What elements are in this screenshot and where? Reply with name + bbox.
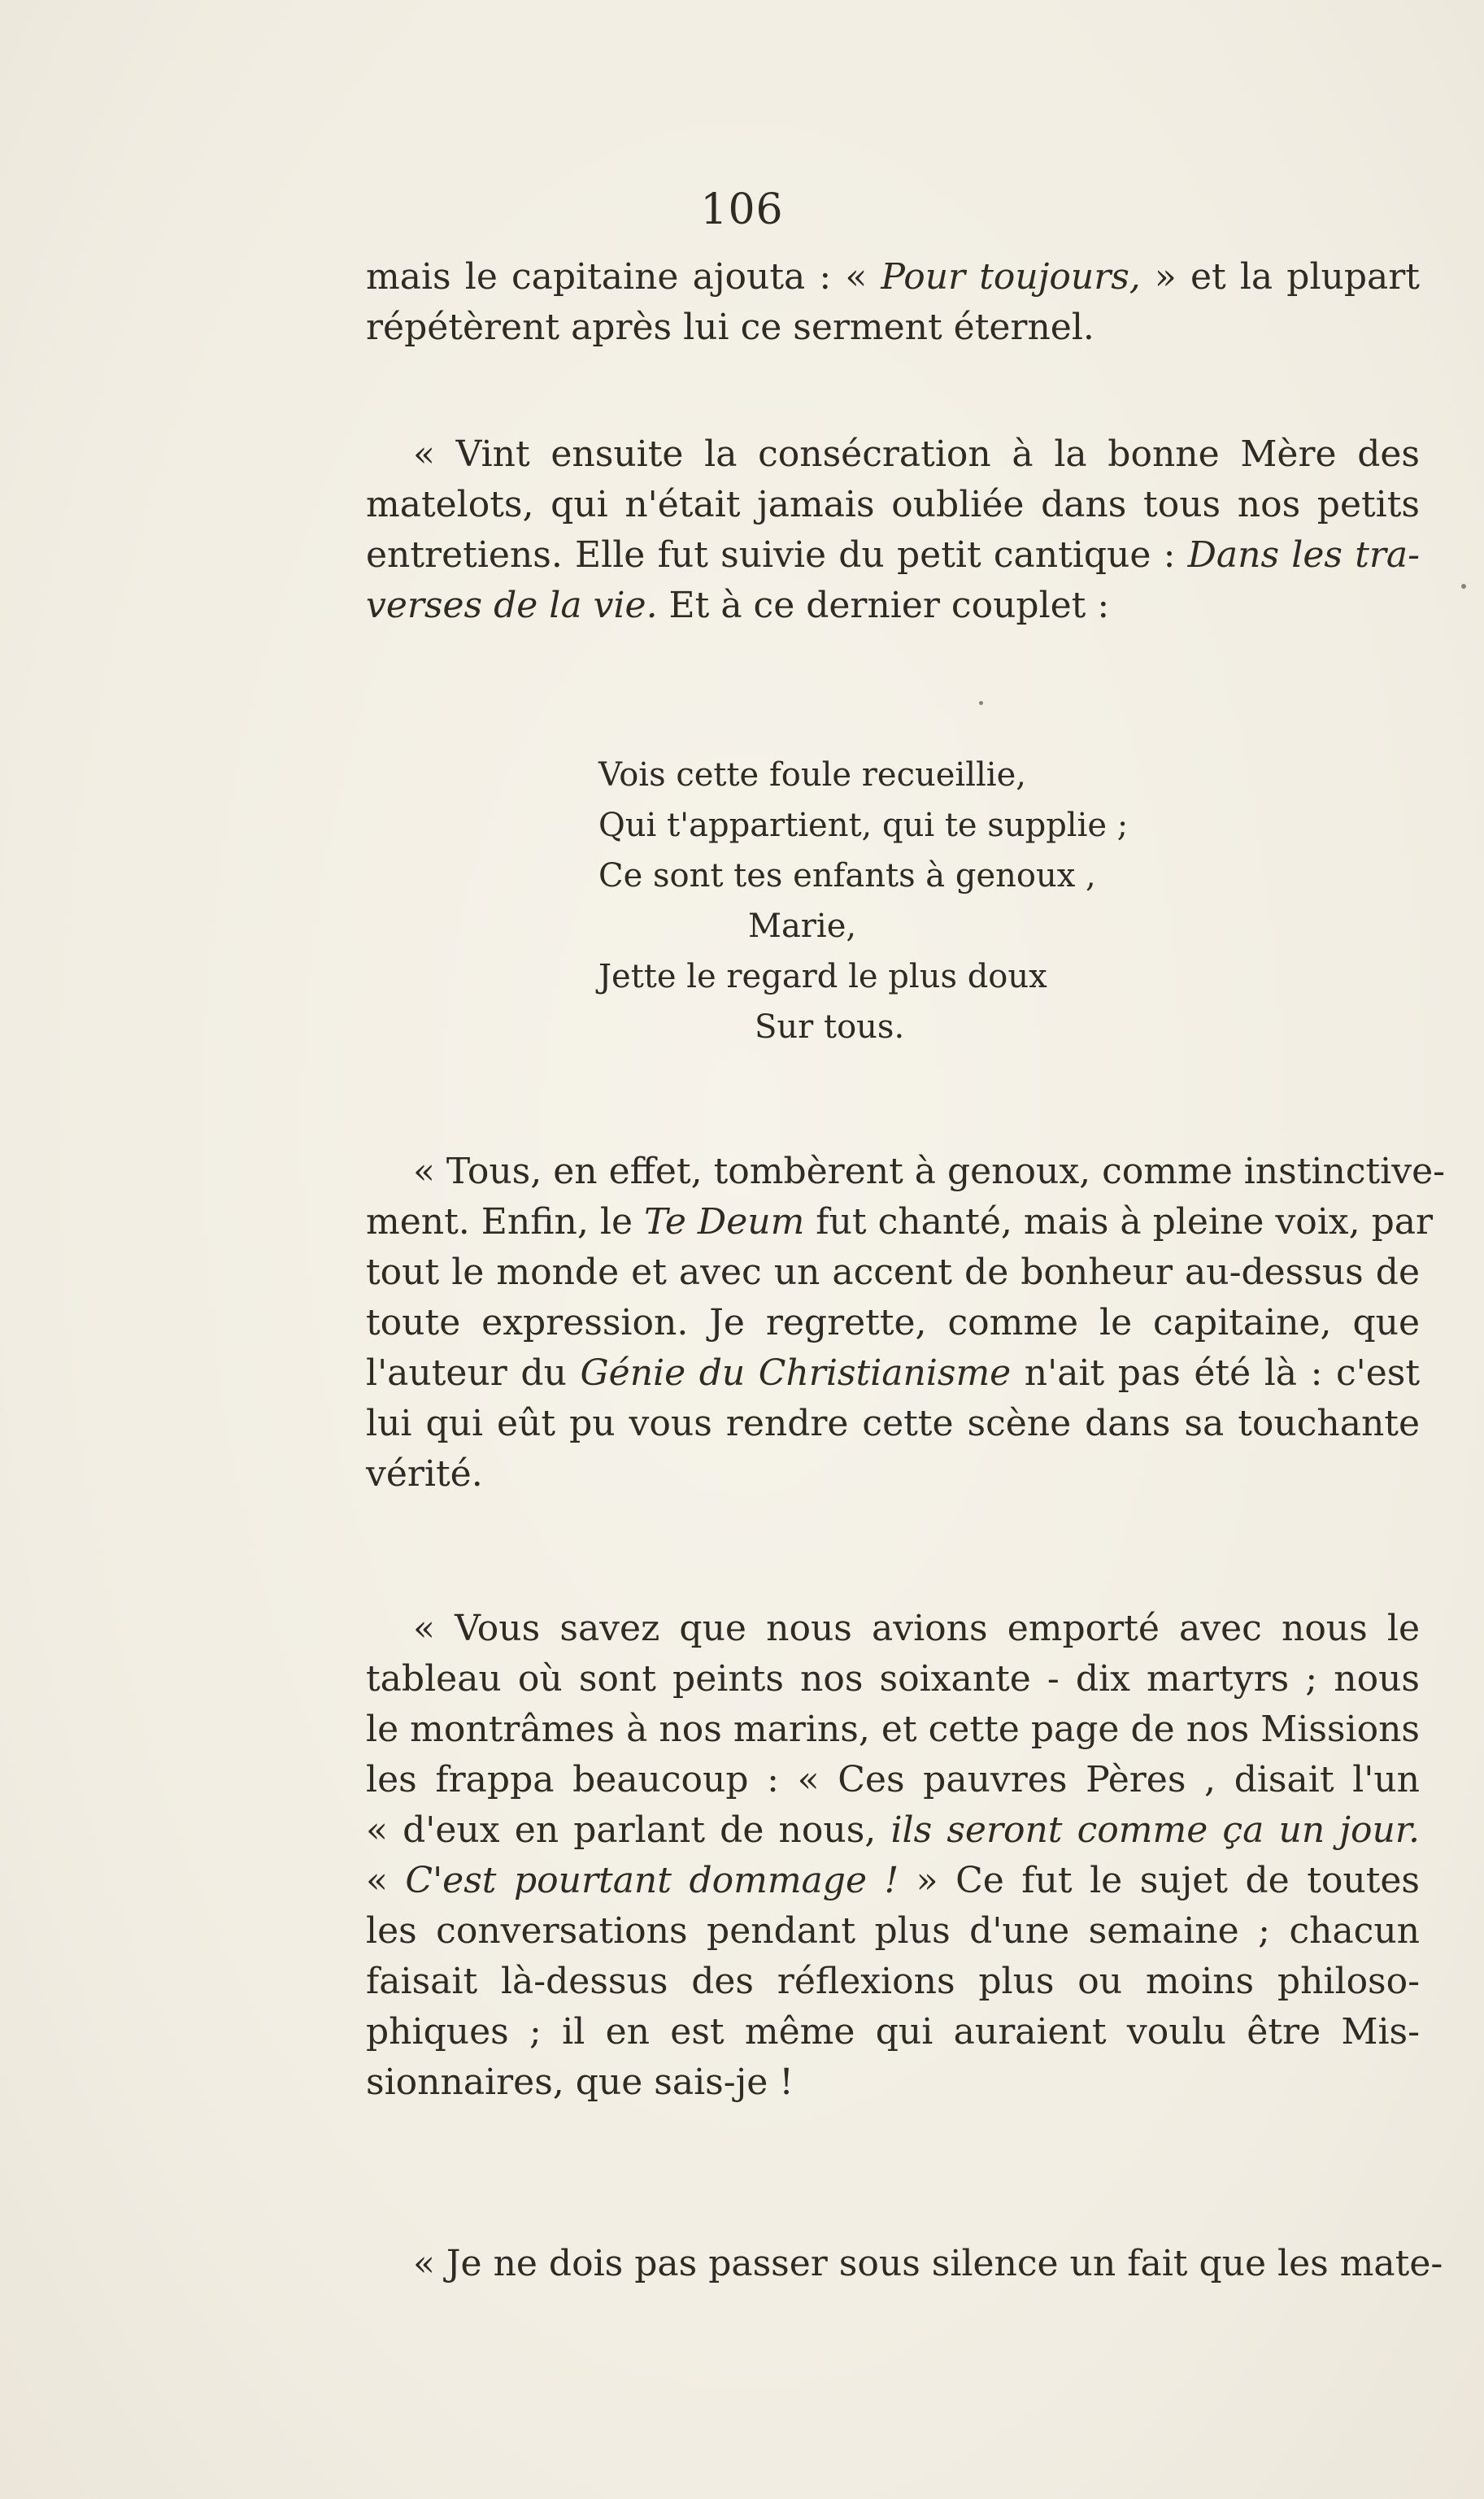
text-line: « Je ne dois pas passer sous silence un fait que les mate- xyxy=(413,2243,1443,2284)
text-line: le montrâmes à nos marins, et cette page de nos Missions xyxy=(366,1709,1420,1750)
paragraph-3 xyxy=(366,1147,1445,1500)
text-line: « C'est pourtant dommage ! » Ce fut le sujet de toutes xyxy=(366,1860,1421,1901)
poem-line: Vois cette foule recueillie, xyxy=(598,756,1026,794)
text-line: tableau où sont peints nos soixante - dix martyrs ; nous xyxy=(366,1658,1420,1700)
poem-line: Marie, xyxy=(748,908,857,945)
text-line: lui qui eût pu vous rendre cette scène dans sa touchante xyxy=(366,1403,1420,1444)
text-line: l'auteur du Génie du Christianisme n'ait pas été là : c'est xyxy=(366,1352,1421,1394)
text-line: ment. Enfin, le Te Deum fut chanté, mais à pleine voix, par xyxy=(366,1201,1433,1243)
text-line: mais le capitaine ajouta : « Pour toujours, » et la plupart xyxy=(366,256,1420,298)
page-number: 106 xyxy=(700,185,784,234)
text-line: « Vous savez que nous avions emporté avec nous le xyxy=(413,1608,1420,1649)
text-line: toute expression. Je regrette, comme le capitaine, que xyxy=(366,1302,1420,1343)
text-line: « Vint ensuite la consécration à la bonne Mère des xyxy=(413,433,1420,475)
paper-speck xyxy=(979,701,983,705)
paragraph-2 xyxy=(366,429,1420,631)
text-line: vérité. xyxy=(366,1453,483,1495)
poem-line: Ce sont tes enfants à genoux , xyxy=(598,857,1096,895)
paper-speck xyxy=(1461,584,1466,589)
text-line: les frappa beaucoup : « Ces pauvres Pères , disait l'un xyxy=(366,1759,1420,1800)
text-line: « d'eux en parlant de nous, ils seront comme ça un jour. xyxy=(366,1809,1420,1851)
poem-line: Sur tous. xyxy=(755,1008,905,1046)
paragraph-5 xyxy=(366,2239,1443,2289)
poem-stanza xyxy=(598,750,1128,1052)
poem-line: Jette le regard le plus doux xyxy=(598,958,1047,995)
paragraph-4 xyxy=(366,1604,1420,2108)
text-line: « Tous, en effet, tombèrent à genoux, comme instinctive- xyxy=(413,1151,1445,1192)
text-line: matelots, qui n'était jamais oubliée dans tous nos petits xyxy=(366,484,1420,525)
text-line: verses de la vie. Et à ce dernier couplet : xyxy=(366,585,1110,626)
text-line: répétèrent après lui ce serment éternel. xyxy=(366,307,1095,348)
text-line: les conversations pendant plus d'une semaine ; chacun xyxy=(366,1910,1420,1952)
text-line: sionnaires, que sais-je ! xyxy=(366,2061,794,2103)
text-line: tout le monde et avec un accent de bonheur au-dessus de xyxy=(366,1252,1420,1293)
text-line: phiques ; il en est même qui auraient voulu être Mis- xyxy=(366,2011,1420,2053)
text-line: faisait là-dessus des réflexions plus ou moins philoso- xyxy=(366,1961,1420,2002)
poem-line: Qui t'appartient, qui te supplie ; xyxy=(598,807,1129,844)
paragraph-1 xyxy=(366,252,1420,353)
text-line: entretiens. Elle fut suivie du petit cantique : Dans les tra- xyxy=(366,534,1421,576)
